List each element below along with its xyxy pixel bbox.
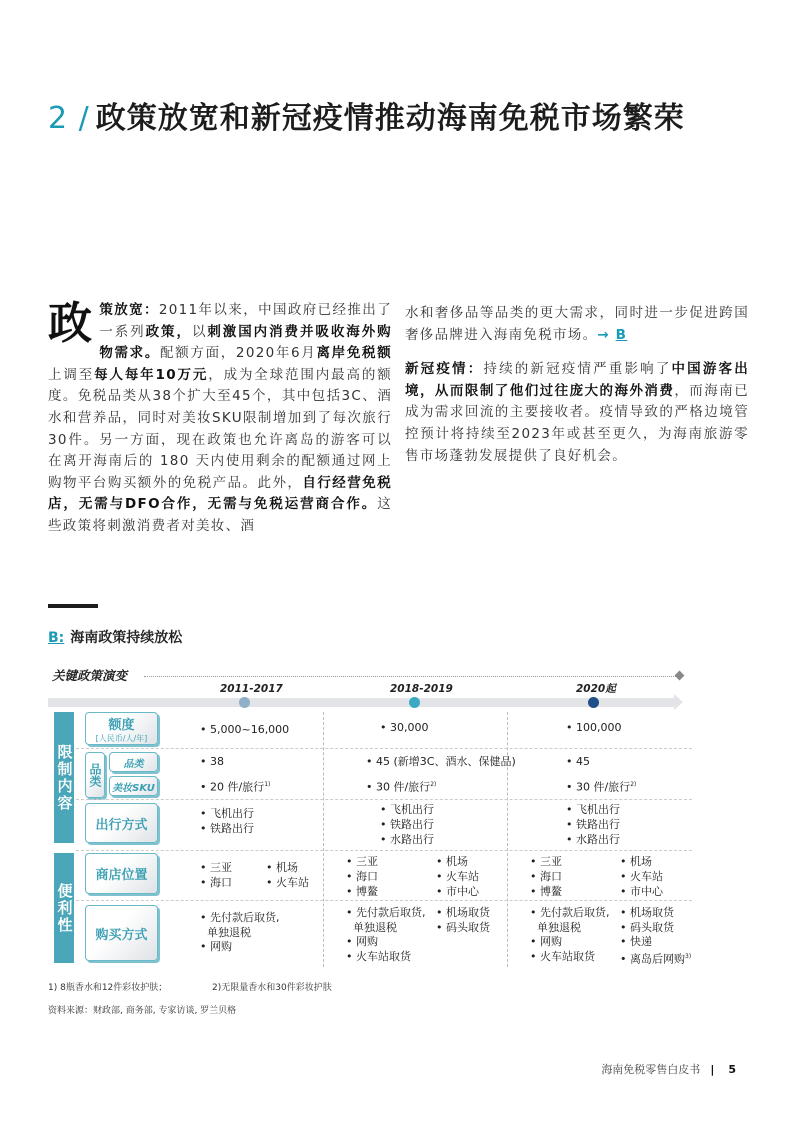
text-run: 配额方面，2020年6月: [160, 345, 317, 362]
cell: • 网购: [200, 940, 232, 953]
column-separator: [507, 712, 508, 967]
cell: • 三亚: [346, 855, 378, 868]
cell: 单独退税: [200, 925, 251, 939]
drop-cap: 政: [48, 298, 94, 349]
bold-text: 中国游客出境，从而限制了他们过往庞大的海外消费: [405, 361, 750, 399]
column-separator: [323, 712, 324, 967]
cell: • 先付款后取货,: [530, 906, 610, 919]
cell: • 30,000: [380, 721, 429, 734]
sub-label-sku: 美妆SKU: [109, 776, 158, 796]
row-separator: [76, 900, 692, 901]
policy-paragraph-continued: [405, 303, 749, 346]
source-note: 资料来源：财政部, 商务部, 专家访谈, 罗兰贝格: [48, 1006, 237, 1016]
cell: • 水路出行: [380, 833, 434, 846]
cell: • 水路出行: [566, 833, 620, 846]
row-label-travel: 出行方式: [85, 803, 158, 843]
cell: • 38: [200, 755, 224, 768]
cell: • 火车站: [436, 870, 479, 883]
cell: • 飞机出行: [380, 803, 434, 816]
cell: • 铁路出行: [380, 818, 434, 831]
bold-text: 离岸免税额: [316, 345, 393, 362]
timeline-dot: [409, 697, 420, 708]
row-label-quota: [85, 712, 158, 745]
cell: • 机场: [620, 855, 652, 868]
row-separator: [76, 799, 692, 800]
cell: • 先付款后取货,: [200, 911, 280, 924]
page-title: [48, 93, 685, 137]
bold-text: 每人每年10万元: [94, 366, 209, 383]
page-footer: [601, 1061, 736, 1077]
cell: • 火车站取货: [530, 949, 595, 963]
timeline-bar: [48, 698, 676, 707]
cell: • 先付款后取货,: [346, 906, 426, 919]
cell: • 码头取货: [436, 920, 490, 934]
cell: • 机场: [266, 861, 298, 874]
period-label: 2018-2019: [390, 683, 453, 695]
row-label-purchase: 购买方式: [85, 905, 158, 961]
bold-text: 新冠疫情：: [405, 361, 484, 378]
row-label-sub: [人民币/人/年]: [95, 733, 148, 743]
bold-text: 自行经营免税店，无需与DFO合作，无需与免税运营商合作。: [48, 474, 392, 513]
covid-paragraph: [405, 359, 749, 467]
exhibit-b-link[interactable]: B: [615, 326, 628, 343]
dotted-line: [144, 676, 680, 677]
timeline-arrow-icon: [674, 694, 683, 710]
group-restrictions: 限制内容: [54, 712, 74, 843]
exhibit-title: [48, 627, 182, 647]
period-label: 2020起: [576, 683, 616, 695]
cell: • 20 件/旅行$^{1)}$: [200, 780, 271, 794]
row-label-store: 商店位置: [85, 853, 158, 894]
cell: • 机场取货: [620, 906, 674, 919]
row-separator: [76, 850, 692, 851]
cell: • 火车站: [266, 876, 309, 889]
diagram-title: 关键政策演变: [52, 668, 128, 683]
text-run: 以: [191, 323, 208, 340]
cell: • 45: [566, 755, 590, 768]
policy-evolution-diagram: [48, 660, 694, 970]
section-divider: [48, 604, 98, 608]
group-convenience: 便利性: [54, 853, 74, 963]
body-left-column: [48, 300, 392, 538]
cell: • 火车站取货: [346, 949, 411, 963]
timeline-dot: [588, 697, 599, 708]
cell: • 30 件/旅行$^{2)}$: [366, 780, 437, 794]
cell: 单独退税: [530, 920, 581, 934]
cell: • 离岛后网购$^{3)}$: [620, 952, 692, 966]
page-number: 5: [728, 1063, 736, 1076]
cell: • 海口: [346, 870, 378, 883]
footer-doc-title: 海南免税零售白皮书: [601, 1063, 701, 1076]
diamond-icon: [675, 671, 685, 681]
bold-text: 政策，: [145, 323, 192, 340]
bold-text: 策放宽：: [99, 302, 159, 318]
text-run: 这些政策将刺激消费者对美妆、酒: [48, 496, 392, 534]
text-run: 2011年以来，中国政府已经推出了一系列: [99, 302, 392, 340]
cell: • 铁路出行: [566, 818, 620, 831]
cell: • 网购: [530, 935, 562, 948]
cell: • 码头取货: [620, 920, 674, 934]
cell: • 博鳌: [346, 885, 378, 898]
cell: • 铁路出行: [200, 822, 254, 835]
cell: • 市中心: [620, 885, 663, 898]
text-run: 上调至: [48, 366, 95, 383]
cell: • 飞机出行: [200, 807, 254, 820]
cell: • 火车站: [620, 870, 663, 883]
cell: • 海口: [200, 876, 232, 889]
cell: • 市中心: [436, 885, 479, 898]
cell: • 机场: [436, 855, 468, 868]
cell: • 100,000: [566, 721, 622, 734]
cell: 单独退税: [346, 920, 397, 934]
cell: • 三亚: [530, 855, 562, 868]
cell: • 三亚: [200, 861, 232, 874]
text-run: 持续的新冠疫情严重影响了: [483, 361, 672, 378]
text-run: ，成为全球范围内最高的额度。免税品类从38个扩大至45个，其中包括3C、酒水和营养品，同时对美妆SKU限制增加到了每次旅行30件。另一方面，现在政策也允许离岛的游客可以在离开海南后的 180 天内使用剩余的配额通过网上购物平台购买额外的免税产品。此外，: [48, 366, 392, 491]
cell: • 海口: [530, 870, 562, 883]
cell: • 45 (新增3C、酒水、保健品): [366, 755, 516, 768]
text-run: 水和奢侈品等品类的更大需求，同时进一步促进跨国奢侈品牌进入海南免税市场。: [405, 305, 749, 343]
row-label-text: 品类: [88, 763, 102, 787]
sub-label-category: 品类: [109, 752, 158, 772]
chapter-number: 2 /: [48, 101, 90, 136]
exhibit-title-text: 海南政策持续放松: [70, 630, 183, 646]
exhibit-label: B:: [48, 630, 65, 646]
timeline-dot: [239, 697, 250, 708]
footnote-1: 1) 8瓶香水和12件彩妆护肤；: [48, 983, 168, 993]
cell: • 机场取货: [436, 906, 490, 919]
period-label: 2011-2017: [220, 683, 283, 695]
cell: • 飞机出行: [566, 803, 620, 816]
cell: • 快递: [620, 935, 652, 948]
row-label-category: [85, 752, 105, 798]
cell: • 网购: [346, 935, 378, 948]
arrow-icon: →: [597, 326, 611, 343]
row-separator: [76, 748, 692, 749]
footnote-2: 2)无限量香水和30件彩妆护肤: [212, 983, 332, 993]
row-label-text: 额度: [108, 717, 135, 733]
policy-paragraph: [48, 298, 393, 534]
bold-text: 刺激国内消费并吸收海外购物需求。: [99, 323, 392, 362]
footer-separator: |: [710, 1063, 715, 1076]
cell: • 5,000~16,000: [200, 723, 290, 736]
cell: • 30 件/旅行$^{2)}$: [566, 780, 637, 794]
body-right-column: [405, 303, 749, 467]
cell: • 博鳌: [530, 885, 562, 898]
text-run: ，而海南已成为需求回流的主要接收者。疫情导致的严格边境管控预计将持续至2023年或甚至更久，为海南旅游零售市场蓬勃发展提供了良好机会。: [405, 382, 749, 464]
chapter-title: 政策放宽和新冠疫情推动海南免税市场繁荣: [95, 101, 685, 136]
